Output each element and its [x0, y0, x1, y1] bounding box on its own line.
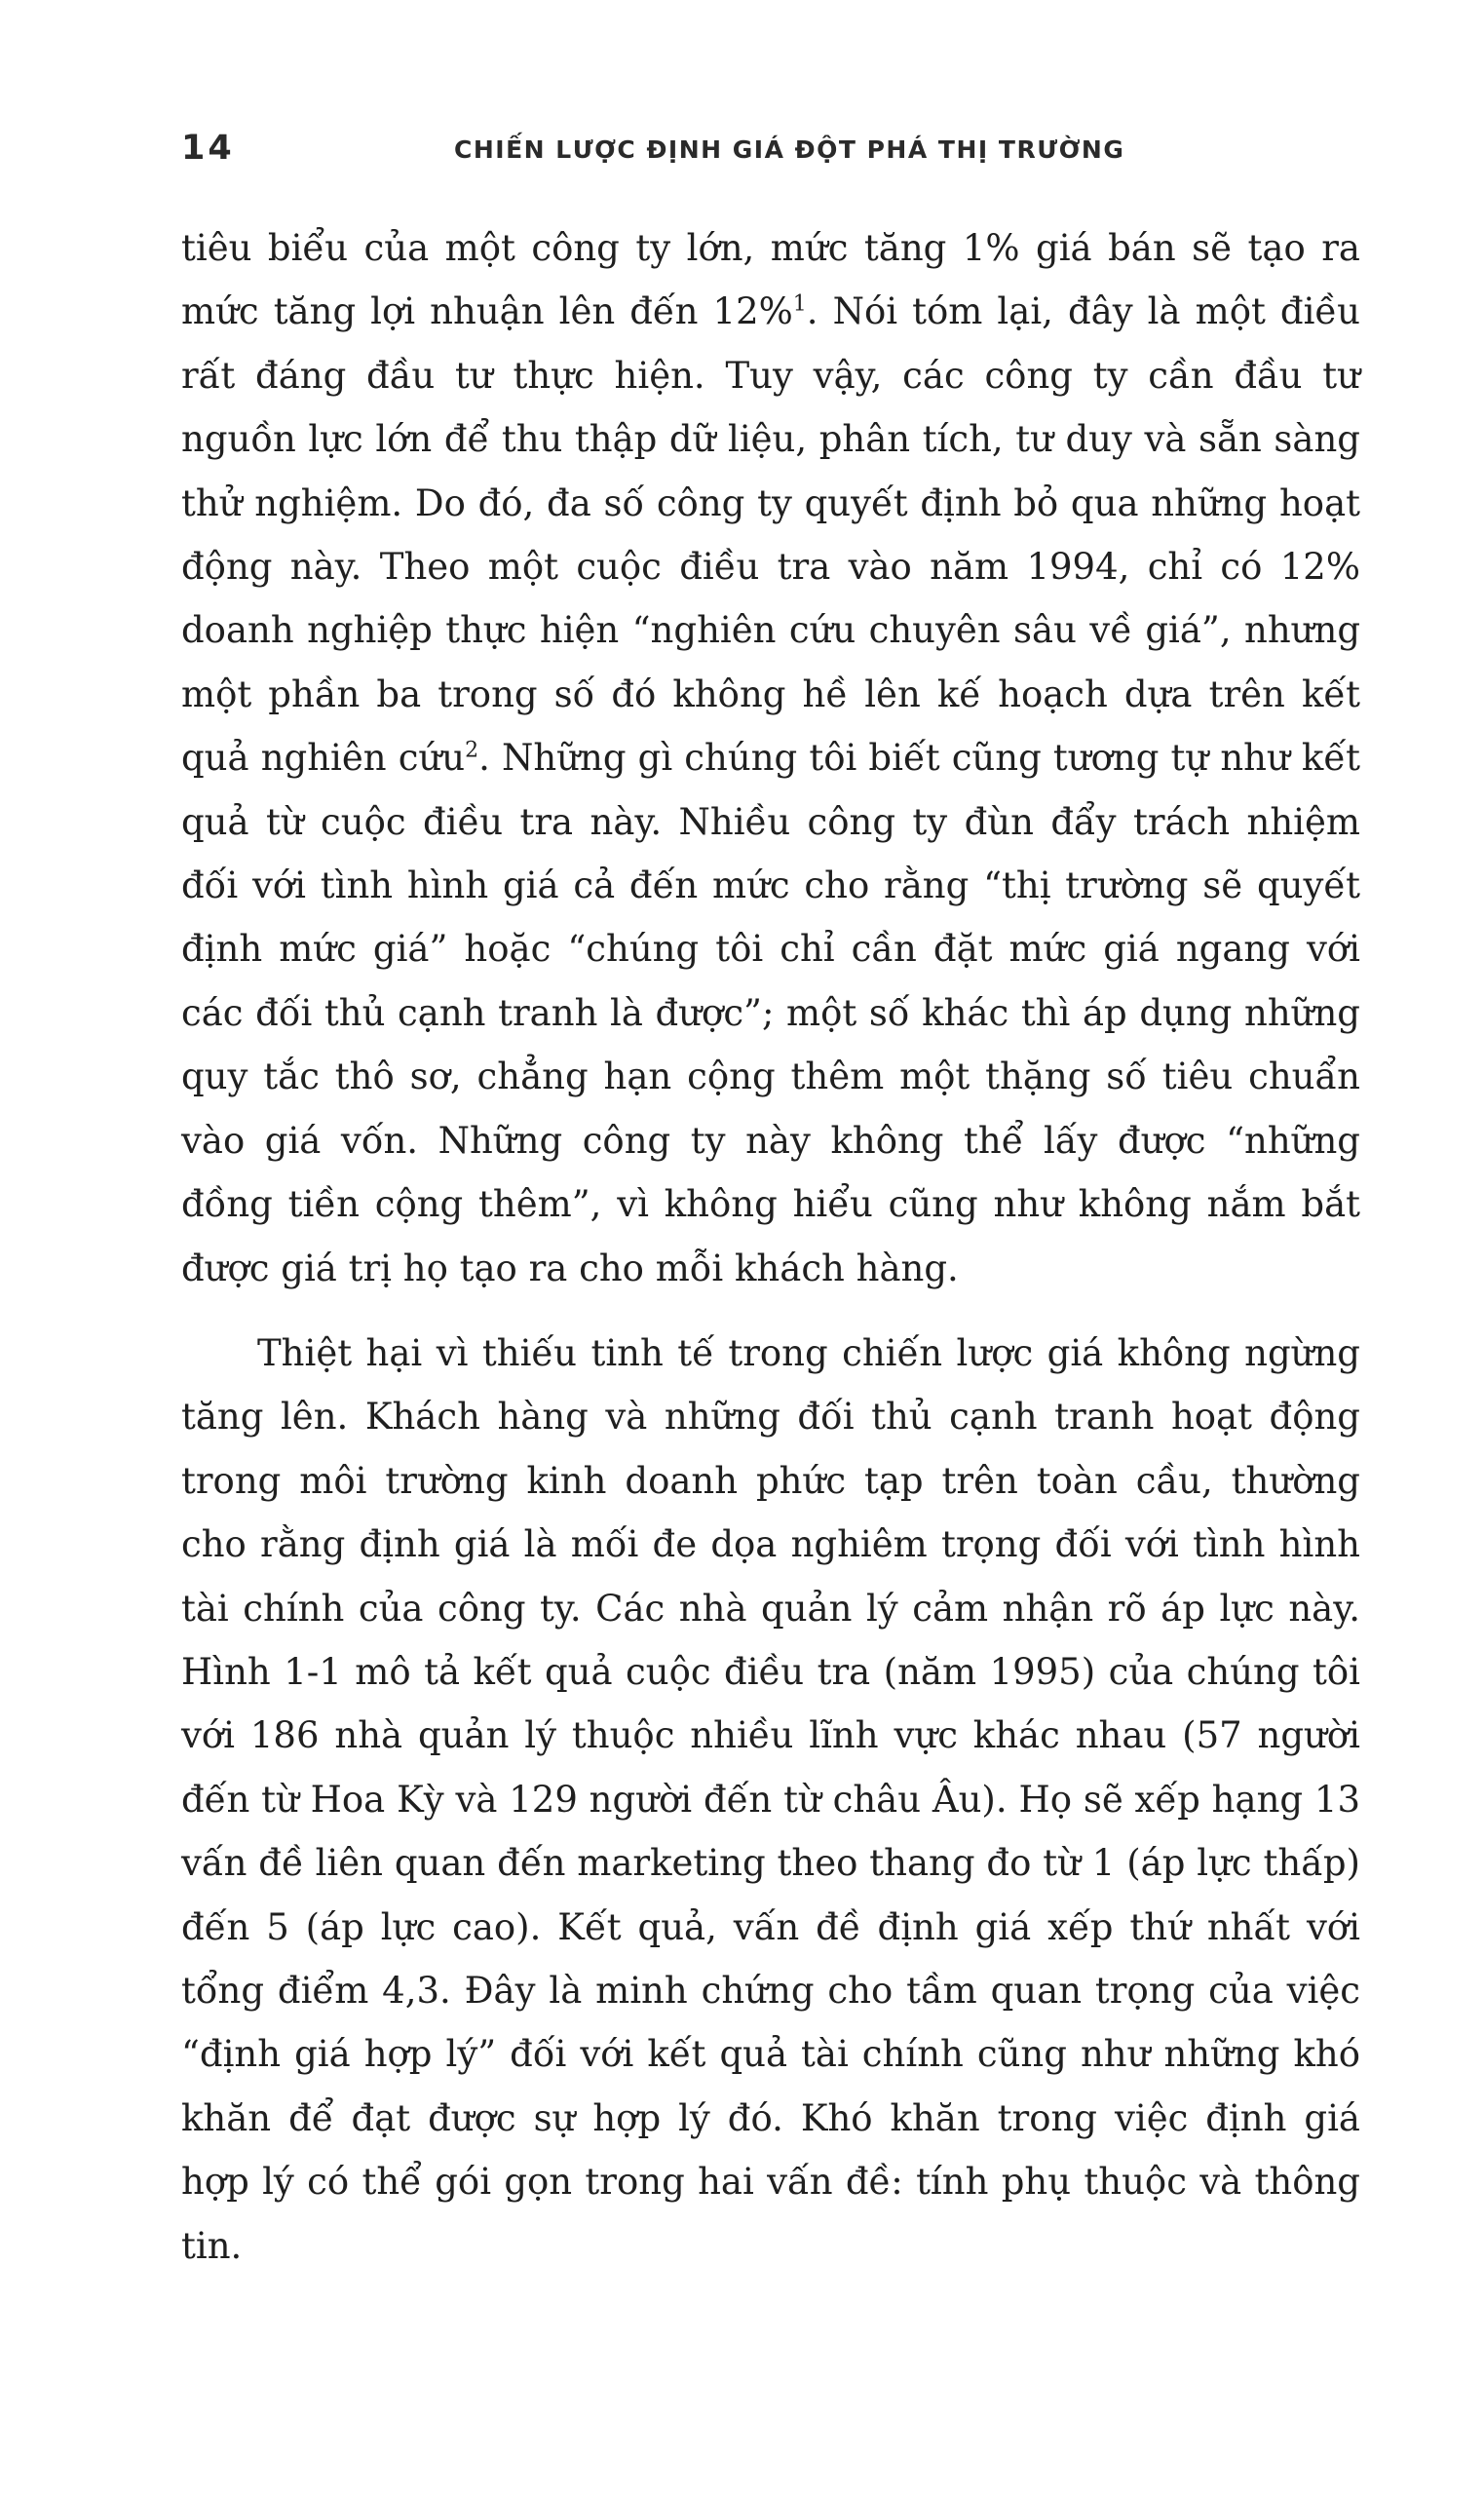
paragraph-1-part-b: . Nói tóm lại, đây là một điều rất đáng đầu tư thực hiện. Tuy vậy, các công ty cần đầu tư nguồn lực lớn để thu thập dữ liệu, phân tích, tư duy và sẵn sàng thử nghiệm. Do đó, đa số công ty quyết định bỏ qua những hoạt động này. Theo một cuộc điều tra vào năm 1994, chỉ có 12% doanh nghiệp thực hiện “nghiên cứu chuyên sâu về giá”, nhưng một phần ba trong số đó không hề lên kế hoạch dựa trên kết quả nghiên cứu: [181, 290, 1361, 780]
paragraph-1: [181, 216, 1360, 1300]
footnote-marker-1: 1: [792, 292, 807, 318]
paragraph-1-part-c: . Những gì chúng tôi biết cũng tương tự như kết quả từ cuộc điều tra này. Nhiều công ty đùn đẩy trách nhiệm đối với tình hình giá cả đến mức cho rằng “thị trường sẽ quyết định mức giá” hoặc “chúng tôi chỉ cần đặt mức giá ngang với các đối thủ cạnh tranh là được”; một số khác thì áp dụng những quy tắc thô sơ, chẳng hạn cộng thêm một thặng số tiêu chuẩn vào giá vốn. Những công ty này không thể lấy được “những đồng tiền cộng thêm”, vì không hiểu cũng như không nắm bắt được giá trị họ tạo ra cho mỗi khách hàng.: [181, 737, 1360, 1289]
body-text: [181, 216, 1360, 2278]
paragraph-2: Thiệt hại vì thiếu tinh tế trong chiến lược giá không ngừng tăng lên. Khách hàng và những đối thủ cạnh tranh hoạt động trong môi trường kinh doanh phức tạp trên toàn cầu, thường cho rằng định giá là mối đe dọa nghiêm trọng đối với tình hình tài chính của công ty. Các nhà quản lý cảm nhận rõ áp lực này. Hình 1-1 mô tả kết quả cuộc điều tra (năm 1995) của chúng tôi với 186 nhà quản lý thuộc nhiều lĩnh vực khác nhau (57 người đến từ Hoa Kỳ và 129 người đến từ châu Âu). Họ sẽ xếp hạng 13 vấn đề liên quan đến marketing theo thang đo từ 1 (áp lực thấp) đến 5 (áp lực cao). Kết quả, vấn đề định giá xếp thứ nhất với tổng điểm 4,3. Đây là minh chứng cho tầm quan trọng của việc “định giá hợp lý” đối với kết quả tài chính cũng như những khó khăn để đạt được sự hợp lý đó. Khó khăn trong việc định giá hợp lý có thể gói gọn trong hai vấn đề: tính phụ thuộc và thông tin.: [181, 1331, 1360, 2267]
running-header: [181, 125, 1389, 183]
paragraph-1-part-a: tiêu biểu của một công ty lớn, mức tăng 1% giá bán sẽ tạo ra mức tăng lợi nhuận lên đến 12%: [181, 227, 1360, 333]
running-title: CHIẾN LƯỢC ĐỊNH GIÁ ĐỘT PHÁ THỊ TRƯỜNG: [454, 135, 1125, 164]
page-number: 14: [181, 129, 235, 168]
footnote-marker-2: 2: [465, 738, 479, 763]
